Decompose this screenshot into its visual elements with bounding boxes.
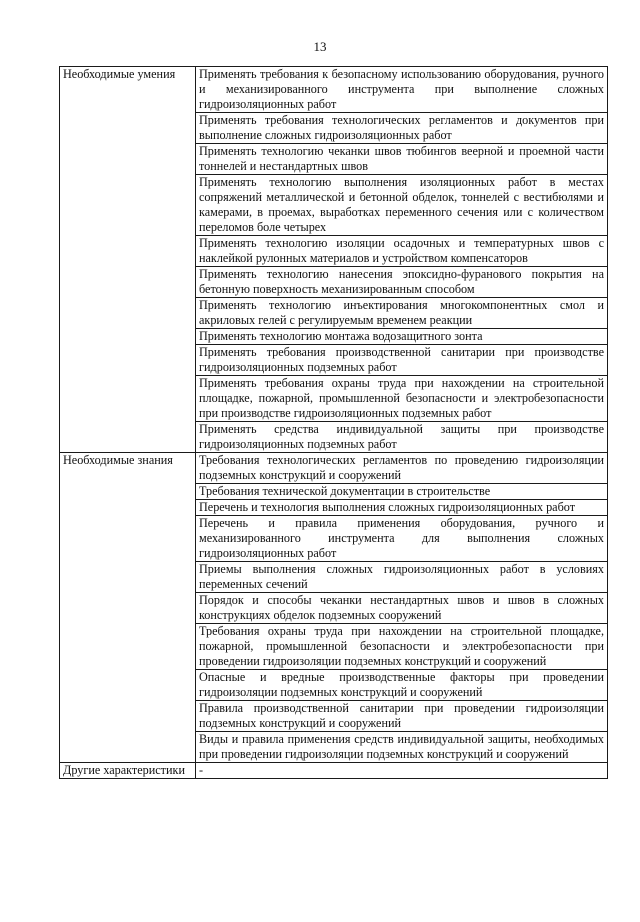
requirements-table [59, 66, 608, 779]
requirement-item: Применять средства индивидуальной защиты при производстве гидроизоляционных подземных работ [196, 422, 608, 453]
requirement-item: Применять технологию инъектирования многокомпонентных смол и акриловых гелей с регулируемым временем реакции [196, 298, 608, 329]
requirement-item: Приемы выполнения сложных гидроизоляционных работ в условиях переменных сечений [196, 562, 608, 593]
requirement-item: Требования технологических регламентов по проведению гидроизоляции подземных конструкций и сооружений [196, 453, 608, 484]
requirement-item: Перечень и правила применения оборудования, ручного и механизированного инструмента для выполнения сложных гидроизоляционных работ [196, 516, 608, 562]
requirement-item: Применять требования производственной санитарии при производстве гидроизоляционных подземных работ [196, 345, 608, 376]
requirement-item: Требования технической документации в строительстве [196, 484, 608, 500]
requirement-item: Опасные и вредные производственные факторы при проведении гидроизоляции подземных конструкций и сооружений [196, 670, 608, 701]
requirement-item: Требования охраны труда при нахождении на строительной площадке, пожарной, промышленной безопасности и электробезопасности при проведении гидроизоляции подземных конструкций и сооружений [196, 624, 608, 670]
requirement-item: Применять требования охраны труда при нахождении на строительной площадке, пожарной, промышленной безопасности и электробезопасности при производстве гидроизоляционных подземных работ [196, 376, 608, 422]
section-label-skills: Необходимые умения [60, 67, 196, 453]
requirement-item: Порядок и способы чеканки нестандартных швов и швов в сложных конструкциях обделок подземных сооружений [196, 593, 608, 624]
requirement-item: Виды и правила применения средств индивидуальной защиты, необходимых при проведении гидроизоляции подземных конструкций и сооружений [196, 732, 608, 763]
requirement-item: Применять технологию выполнения изоляционных работ в местах сопряжений металлической и бетонной обделок, тоннелей с вестибюлями и камерами, в проемах, выработках переменного сечения или с количеством переломов боле четырех [196, 175, 608, 236]
requirement-item: Применять технологию чеканки швов тюбингов веерной и проемной части тоннелей и нестандартных швов [196, 144, 608, 175]
requirement-item: - [196, 763, 608, 779]
table-row [60, 67, 608, 113]
requirement-item: Применять требования к безопасному использованию оборудования, ручного и механизированного инструмента при выполнение сложных гидроизоляционных работ [196, 67, 608, 113]
section-label-other: Другие характеристики [60, 763, 196, 779]
requirements-table-body [60, 67, 608, 779]
section-label-knowledge: Необходимые знания [60, 453, 196, 763]
page-number: 13 [313, 39, 327, 54]
table-row [60, 453, 608, 484]
table-row [60, 763, 608, 779]
requirement-item: Применять технологию изоляции осадочных и температурных швов с наклейкой рулонных материалов и устройством компенсаторов [196, 236, 608, 267]
requirement-item: Применять требования технологических регламентов и документов при выполнение сложных гидроизоляционных работ [196, 113, 608, 144]
requirement-item: Применять технологию монтажа водозащитного зонта [196, 329, 608, 345]
requirement-item: Применять технологию нанесения эпоксидно-фуранового покрытия на бетонную поверхность механизированным способом [196, 267, 608, 298]
requirement-item: Правила производственной санитарии при проведении гидроизоляции подземных конструкций и сооружений [196, 701, 608, 732]
requirement-item: Перечень и технология выполнения сложных гидроизоляционных работ [196, 500, 608, 516]
